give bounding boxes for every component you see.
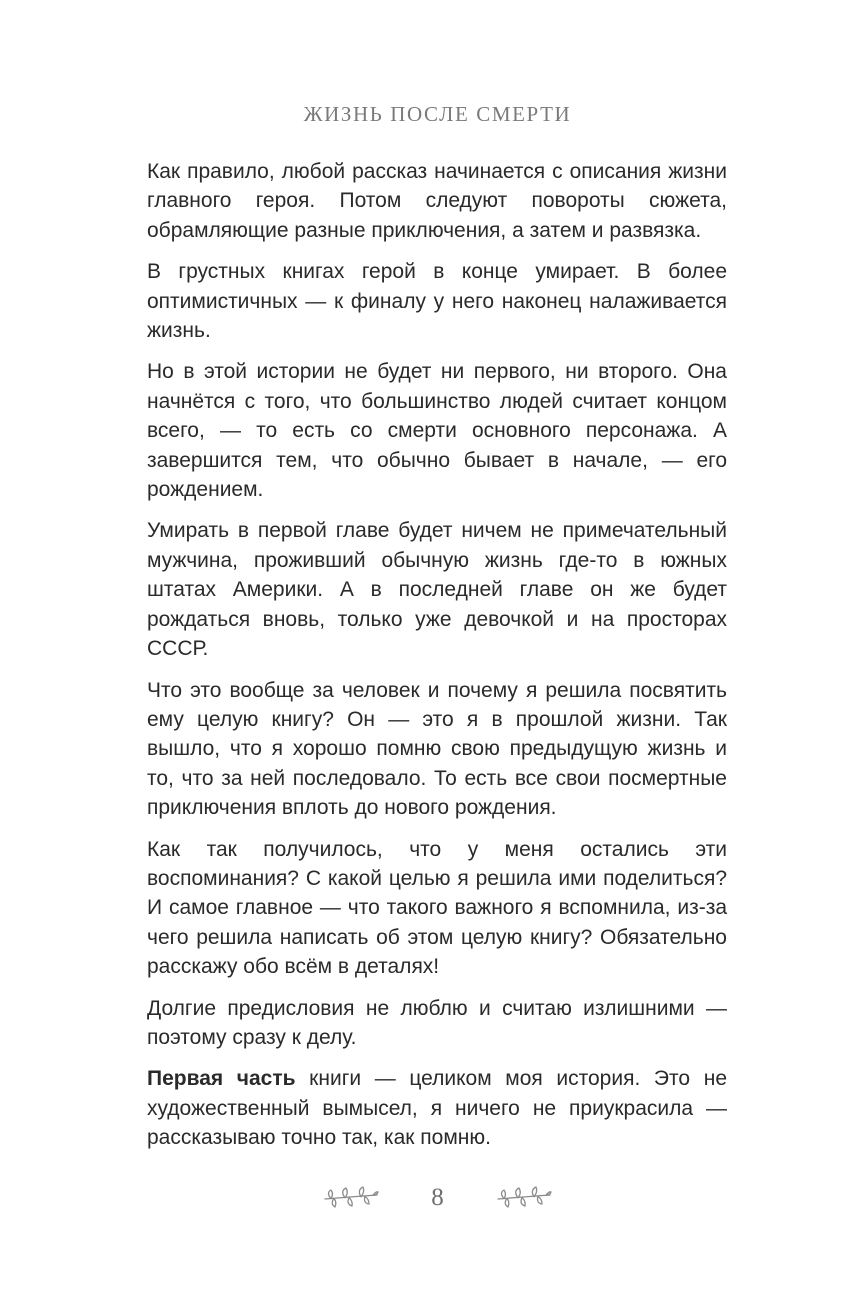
leaf-branch-icon <box>323 1183 379 1213</box>
page-number: 8 <box>431 1184 444 1211</box>
paragraph-8-text: книги — целиком моя история. Это не художественный вымысел, я ничего не приукрасила — рассказываю точно так, как помню. <box>147 1067 727 1150</box>
paragraph-5: Что это вообще за человек и почему я решила посвятить ему целую книгу? Он — это я в прошлой жизни. Так вышло, что я хорошо помню свою предыдущую жизнь и то, что за ней последовало. То есть все свои посмертные приключения вплоть до нового рождения. <box>147 678 727 820</box>
paragraph-8 <box>147 1064 727 1152</box>
paragraph-2: В грустных книгах герой в конце умирает. В более оптимистичных — к финалу у него наконец налаживается жизнь. <box>147 260 727 343</box>
paragraph-4: Умирать в первой главе будет ничем не примечательный мужчина, проживший обычную жизнь где-то в южных штатах Америки. А в последней главе он же будет рождаться вновь, только уже девочкой и на просторах СССР. <box>147 519 727 661</box>
page-body-text <box>147 157 727 1165</box>
leaf-branch-icon <box>496 1183 552 1213</box>
running-header: ЖИЗНЬ ПОСЛЕ СМЕРТИ <box>303 102 572 126</box>
paragraph-1: Как правило, любой рассказ начинается с описания жизни главного героя. Потом следуют повороты сюжета, обрамляющие разные приключения, а затем и развязка. <box>147 160 727 242</box>
paragraph-3: Но в этой истории не будет ни первого, ни второго. Она начнётся с того, что большинство людей считает концом всего, — то есть со смерти основного персонажа. А завершится тем, что обычно бывает в начале, — его рождением. <box>147 360 727 502</box>
paragraph-7: Долгие предисловия не люблю и считаю излишними — поэтому сразу к делу. <box>147 996 727 1049</box>
paragraph-6: Как так получилось, что у меня остались эти воспоминания? С какой целью я решила ими поделиться? И самое главное — что такого важного я вспомнила, из-за чего решила написать об этом целую книгу? Обязательно расскажу обо всём в деталях! <box>147 837 727 979</box>
bold-lead-in: Первая часть <box>147 1067 296 1091</box>
page-footer <box>0 1176 845 1220</box>
